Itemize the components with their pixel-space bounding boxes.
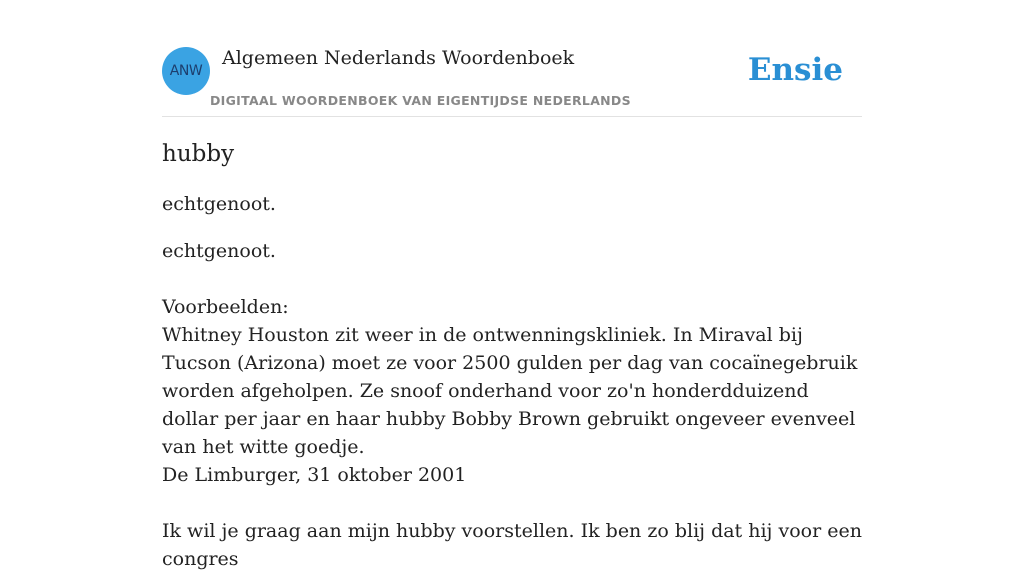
short-definition: echtgenoot.: [162, 193, 276, 215]
site-subtitle: DIGITAAL WOORDENBOEK VAN EIGENTIJDSE NEDERLANDS: [210, 93, 631, 108]
ensie-brand-link[interactable]: Ensie: [747, 52, 843, 88]
site-header: [162, 46, 862, 117]
definition-text: echtgenoot.: [162, 240, 276, 262]
definition-block: [162, 237, 862, 573]
examples-label: Voorbeelden:: [162, 296, 289, 318]
example-text: Ik wil je graag aan mijn hubby voorstellen. Ik ben zo blij dat hij voor een congres: [162, 520, 862, 570]
example-text: Whitney Houston zit weer in de ontwenningskliniek. In Miraval bij Tucson (Arizona) moet ze voor 2500 gulden per dag van cocaïnegebruik worden afgeholpen. Ze snoof onderhand voor zo'n honderdduizend dollar per jaar en haar hubby Bobby Brown gebruikt ongeveer evenveel van het witte goedje.: [162, 324, 858, 458]
example-source: De Limburger, 31 oktober 2001: [162, 464, 467, 486]
anw-logo[interactable]: ANW: [162, 47, 210, 95]
headword: hubby: [162, 141, 235, 167]
entry-content: [162, 138, 862, 573]
site-title[interactable]: Algemeen Nederlands Woordenboek: [222, 47, 575, 69]
